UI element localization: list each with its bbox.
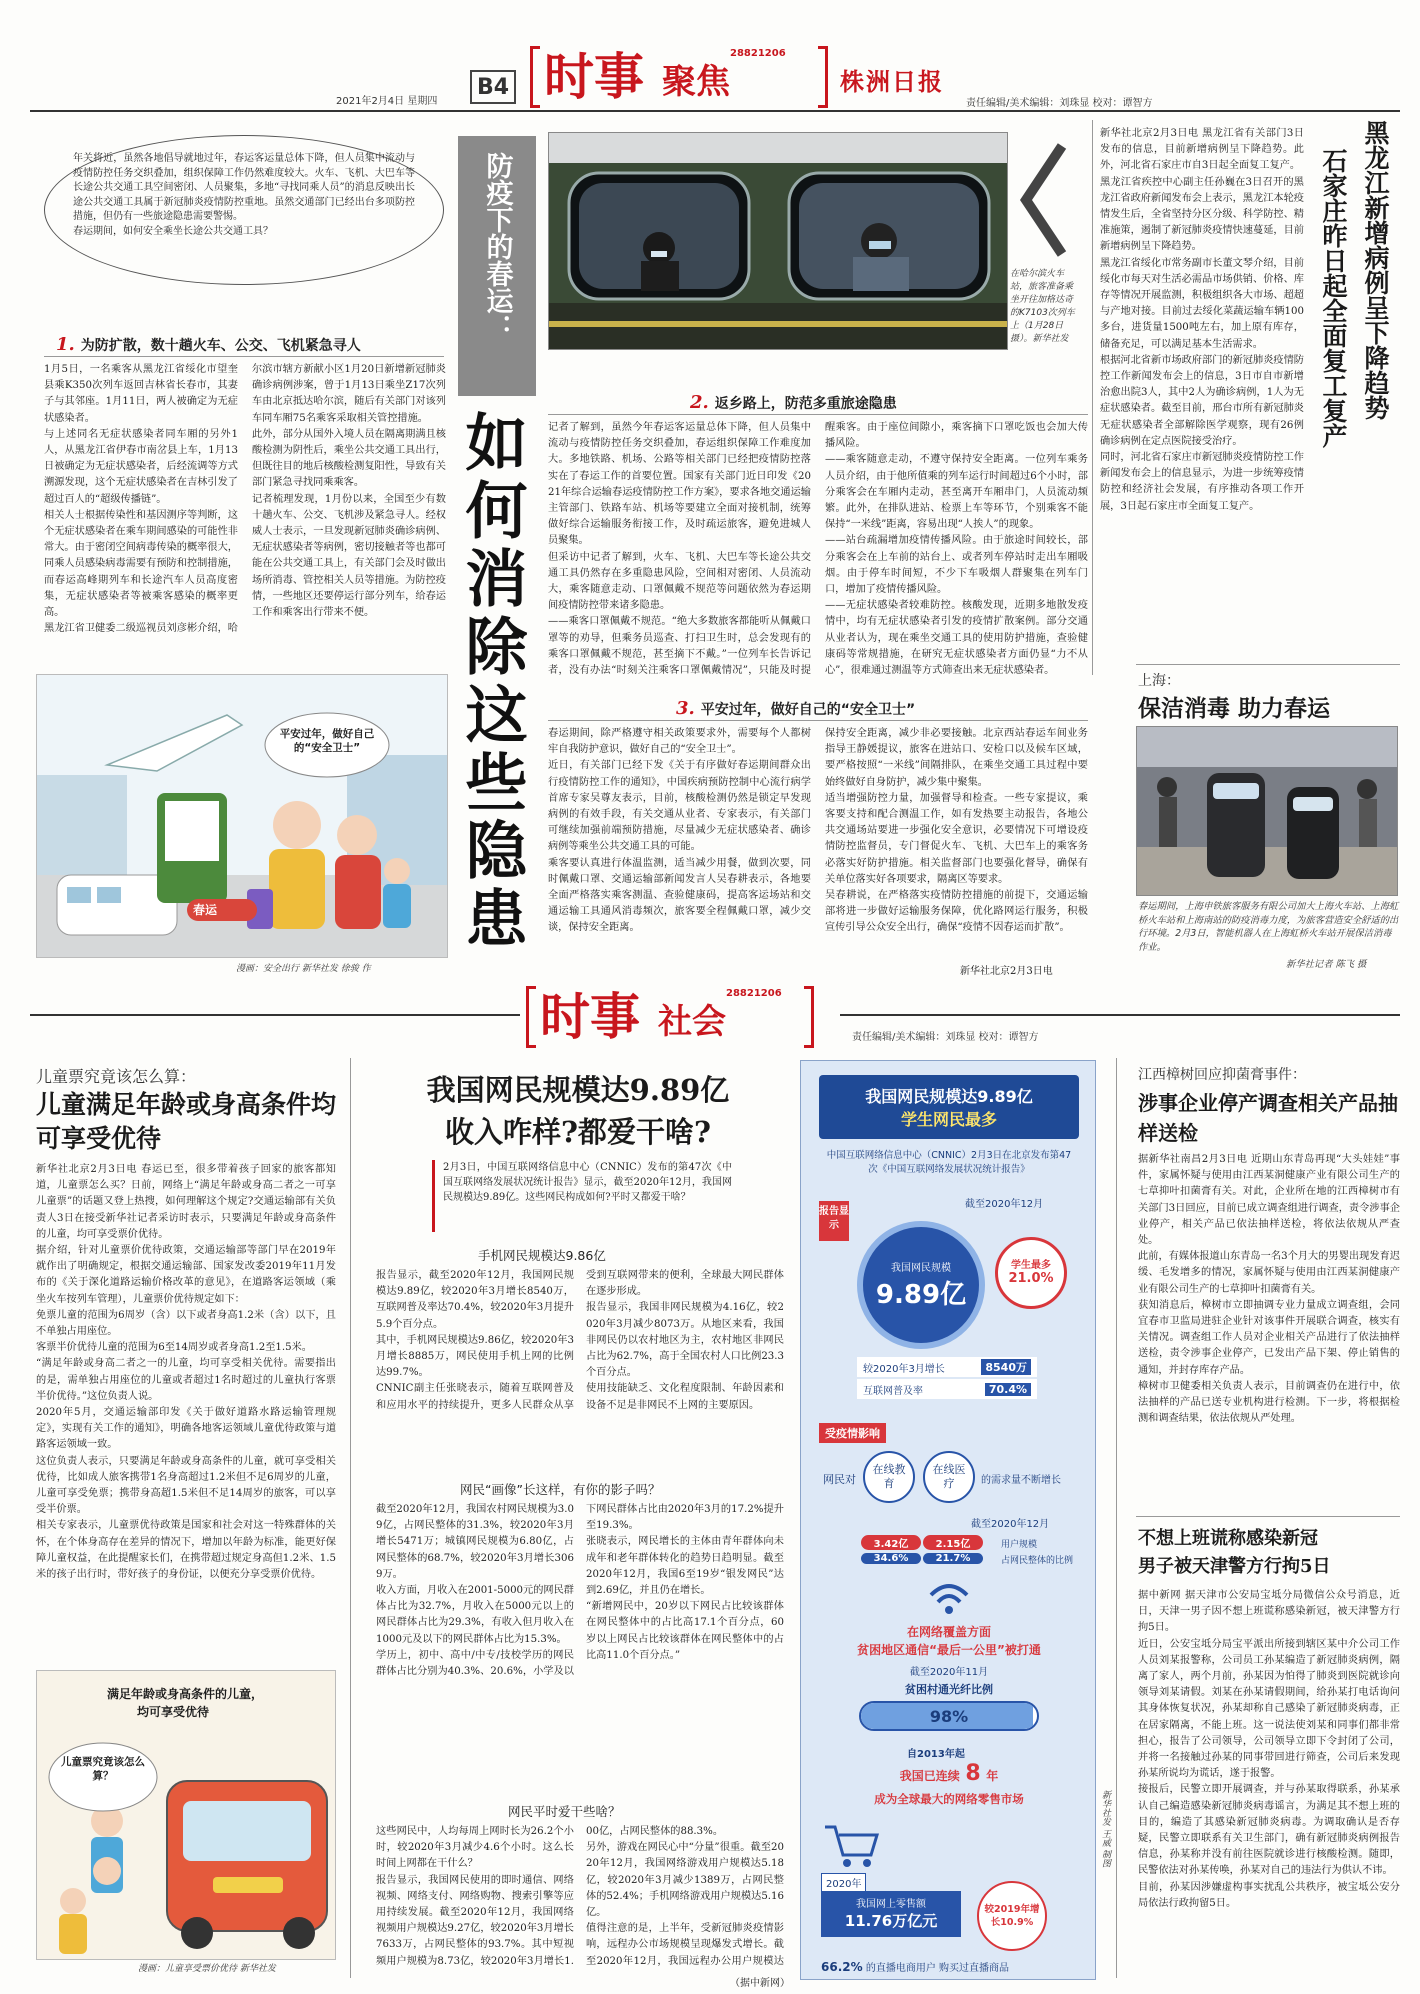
shanghai-rule bbox=[1136, 664, 1400, 665]
info-rank-line-1: 我国已连续 bbox=[899, 1769, 960, 1783]
info-legend-1: 用户规模 bbox=[1001, 1540, 1038, 1550]
netizen-h1: 手机网民规模达9.86亿 bbox=[478, 1248, 606, 1263]
info-credit: 新华社发 王威 制图 bbox=[1100, 1790, 1110, 1868]
feature-title-block bbox=[455, 130, 536, 970]
netizen-intro-box bbox=[432, 1160, 732, 1232]
sec2-title: 返乡路上，防范多重旅途隐患 bbox=[714, 395, 897, 412]
mid-left-bracket bbox=[526, 986, 536, 1048]
kids-body: 新华社北京2月3日电 春运已至，很多带着孩子回家的旅客都知道，儿童票怎么买？日前，网络上“满足年龄或身高二者之一可享儿童票”的话题又登上热搜，如何理解这个规定?交通运输部有关负责人3日在接受新华社记者采访时表示，只要满足年龄或身高条件的儿童，均可享受票价优待。 据介绍，针对儿童票价优待政策，交通运输部等部门早在2019年就作出了明确规定，根据交通运输部、国家发改委2019年11月发布的《关于深化道路运输价格改革的意见》，在道路客运领域（乘坐火车按列车管理），儿童票价优待规定如下： 免票儿童的范围为6周岁（含）以下或者身高1.2米（含）以下，且不单独占用座位。 客票半价优待儿童的范围为6至14周岁或者身高1.2至1.5米。 “满足年龄或身高二者之一的儿童，均可享受相关优待。需要指出的是，需单独占用座位的儿童或者超过1名时超过的儿童执行客票半价优待。”这位负责人说。 2020年5月，交通运输部印发《关于做好道路水路运输管理规定》，实现有关工作的通知》，明确各地客运领域儿童优待政策与道路客运领域一致。 这位负责人表示，只要满足年龄或身高条件的儿童，就可享受相关优待，比如成人旅客携带1名身高超过1.2米但不足6周岁的儿童，儿童可享受免票；携带身高超1.5米但不足14周岁的旅客，可以享受半价票。 相关专家表示，儿童票优待政策是国家和社会对这一特殊群体的关怀，在个体身高存在差异的情况下，增加以年龄为标准，能更好保障儿童权益，在此提醒家长们，在携带超过规定身高但1.2米、1.5米的孩子出行时，带好孩子的身份证，以便充分享受票价优待。 bbox=[36, 1164, 336, 1581]
netizen-p3: 这些网民中，人均每周上网时长为26.2个小时，较2020年3月减少4.6个小时。这么长时间上网都在干什么？ 报告显示，我国网民使用的即时通信、网络视频、网络支付、网络购物、搜索引擎等应用持续发展。截至2020年12月，我国网络视频用户规模达9.27亿，较2020年3月增长7633万，占网民整体的93.7%。其中短视频用户规模为8.73亿，较2020年3月增长1.00亿，占网民整体的88.3%。 另外，游戏在网民心中“分量”很重。截至2020年12月，我国网络游戏用户规模达5.18亿，较2020年3月减少1389万，占网民整体的52.4%；手机网络游戏用户规模达5.16亿。 值得注意的是，上半年，受新冠肺炎疫情影响，远程办公市场规模呈现爆发式增长。截至2020年12月，我国远程办公用户规模达 bbox=[376, 1826, 784, 1967]
info-increase-label: 较2020年3月增长 bbox=[863, 1363, 945, 1375]
info-demand-text: 的需求量不断增长 bbox=[981, 1475, 1061, 1486]
paper-logo: 株洲日报 bbox=[840, 67, 944, 96]
shanghai-credit: 新华社记者 陈飞 摄 bbox=[1286, 959, 1367, 970]
netizen-p2: 截至2020年12月，我国农村网民规模为3.09亿，占网民整体的31.3%，较2020年3月增长5471万；城镇网民规模为6.80亿，占网民整体的68.7%，较2020年3月增长3069万。 收入方面，月收入在2001-5000元的网民群体占比为32.7%，月收入在5000元以上的网民群体占比为29.3%，有收入但月收入在1000元及以下的网民群体占比为15.3%。 学历上，初中、高中/中专/技校学历的网民群体占比分别为40.3%、20.6%，小学及以下网民群体占比由2020年3月的17.2%提升至19.3%。 张晓表示，网民增长的主体由青年群体向未成年和老年群体转化的趋势日趋明显。截至2020年12月，我国6至19岁“银发网民”达到2.69亿，并且仍在增长。 “新增网民中，20岁以下网民占比较该群体在网民整体中的占比高17.1个百分点，60岁以上网民占比较该群体在网民整体中的占比高11.0个百分点。” bbox=[376, 1504, 784, 1678]
robot-illustration bbox=[1137, 727, 1398, 896]
section-subtitle: 聚焦 bbox=[662, 62, 730, 102]
tianjin-rule bbox=[1136, 1516, 1400, 1517]
shanghai-title: 保洁消毒 助力春运 bbox=[1138, 695, 1331, 722]
kids-cartoon-bubble: 儿童票究竟该怎么算？ bbox=[61, 1756, 145, 1782]
info-network-title-1: 在网络覆盖方面 bbox=[906, 1625, 991, 1639]
sec2-body: 记者了解到，虽然今年春运客运量总体下降，但人员集中流动与疫情防控任务交织叠加，春运组织保障工作难度加大。多地铁路、机场、公路等相关部门已经把疫情防控落实在了春运工作的首要位置。国家有关部门近日印发《2021年综合运输春运疫情防控工作方案》，要求各地交通运输主管部门、铁路车站、机场等要建立全面对接机制，统筹做好综合运输服务衔接工作，及时疏运旅客，避免进城人员聚集。 但采访中记者了解到，火车、飞机、大巴车等长途公共交通工具仍然存在多重隐患风险，空间相对密闭、人员流动大，乘客随意走动、口罩佩戴不规范等问题依然为春运期间疫情防控带来诸多隐患。 ——乘客口罩佩戴不规范。“绝大多数旅客都能听从佩戴口罩等的劝导，但乘务员巡查、打扫卫生时，总会发现有的乘客口罩佩戴不规范，甚至摘下不戴。”一位列车长告诉记者，没有办法“时刻关注乘客口罩佩戴情况”，只能及时提醒乘客。由于座位间隙小，乘客摘下口罩吃饭也会加大传播风险。 ——乘客随意走动，不遵守保持安全距离。一位列车乘务人员介绍，由于他所值乘的列车运行时间超过6个小时，部分乘客会在车厢内走动，甚至离开车厢串门，人员流动频繁。此外，在排队进站、检票上车等环节，个别乘客不能保持“一米线”距离，容易出现“人挨人”的现象。 ——站台疏漏增加疫情传播风险。由于旅途时间较长，部分乘客会在上车前的站台上、或者列车停站时走出车厢吸烟。由于停车时间短，不少下车吸烟人群聚集在列车门口，增加了疫情传播风险。 ——无症状感染者较难防控。核酸发现，近期多地散发疫情中，均有无症状感染者引发的疫情扩散案例。部分交通从业者认为，现在乘坐交通工具的使用防护措施，查验健康码等常规措施，在研究无症状感染者方面仍显“力不从心”，很难通过测温等方式筛查出来无症状感染者。 bbox=[548, 422, 1088, 677]
info-student-label: 学生最多 bbox=[1011, 1260, 1051, 1271]
info-med-stats bbox=[923, 1535, 983, 1564]
info-bubble-med-label: 在线医疗 bbox=[932, 1463, 966, 1490]
robot-photo bbox=[1136, 726, 1398, 896]
netizen-title-1: 我国网民规模达9.89亿 bbox=[426, 1073, 730, 1107]
info-bottom-text: 的直播电商用户 购买过直播商品 bbox=[865, 1963, 1010, 1974]
jiangxi-kicker: 江西樟树回应抑菌膏事件： bbox=[1138, 1067, 1306, 1083]
info-year-tag: 2020年 bbox=[821, 1873, 866, 1892]
hlj-title-1: 黑龙江新增病例呈下降趋势 bbox=[1361, 120, 1390, 420]
cartoon-safety-credit: 漫画：安全出行 新华社发 徐骏 作 bbox=[236, 964, 371, 974]
info-penetration-label: 互联网普及率 bbox=[863, 1385, 923, 1397]
mid-section-phone: 28821206 bbox=[726, 988, 782, 999]
info-cart-icon bbox=[821, 1821, 881, 1871]
top-rule bbox=[30, 110, 1400, 112]
sec3-number: 3. bbox=[676, 698, 695, 719]
masthead-editor: 责任编辑/美术编辑：刘珠显 校对：谭智方 bbox=[966, 98, 1153, 109]
info-growth-label: 较2019年增长10.9% bbox=[984, 1904, 1040, 1928]
mid-masthead bbox=[520, 982, 840, 1054]
info-report-tag: 报告显示 bbox=[819, 1201, 849, 1241]
sec1-body: 1月5日，一名乘客从黑龙江省绥化市望奎县乘K350次列车返回吉林省长春市，其妻子与其邻座。1月11日，两人被确定为无症状感染者。 与上述同名无症状感染者同车厢的另外1人，从黑龙江省伊春市南岔县上车，1月13日被确定为无症状感染者，后经流调等方式溯源发现，这个无症状感染者在吉林引发了超过百人的“超级传播链”。 相关人士根据传染性和基因测序等判断，这个无症状感染者在乘车期间感染的可能性非常大。由于密闭空间病毒传染的概率很大，同乘人员感染病毒需要有预防和控制措施，而春运高峰期列车和长途汽车人员高度密集，无症状感染者等被乘客感染的概率更高。 黑龙江省卫健委二级巡视员刘彦彬介绍，哈尔滨市辖方新献小区1月20日新增新冠肺炎确诊病例涉案，曾于1月13日乘坐Z17次列车由北京抵达哈尔滨，随后有关部门对该列车同车厢75名乘客采取相关管控措施。 此外，部分从国外入境人员在隔离期满且核酸检测为阴性后，乘坐公共交通工具出行，但既往目的地后核酸检测复阳性，导致有关部门紧急寻找同乘乘客。 记者梳理发现，1月份以来，全国至少有数十趟火车、公交、飞机涉及紧急寻人。经权威人士表示，一旦发现新冠肺炎确诊病例、无症状感染者等病例，密切接触者等也都可能在公共交通工具上，有关部门会及时做出场所消毒、管控相关人员等措施。为防控疫情，一些地区还要停运行部分列车，给春运工作和乘客出行带来不便。 bbox=[44, 364, 446, 635]
info-retail-box bbox=[821, 1891, 961, 1937]
info-rank-line-3: 成为全球最大的网络零售市场 bbox=[874, 1792, 1024, 1806]
tianjin-body: 据中新网 据天津市公安局宝坻分局微信公众号消息，近日，天津一男子因不想上班谎称感染新冠，被天津警方行拘5日。 近日，公安宝坻分局宝平派出所接到辖区某中介公司工作人员刘某报警称，公司员工孙某编造了新冠肺炎病例，隔离了家人，两个月前，孙某因为怕得了肺炎到医院就诊向领导刘某请假。刘某在孙某请假期间，给孙某打电话询问其身体恢复状况，孙某却称自己感染了新冠肺炎病毒，正在居家隔离，不能上班。这一说法使刘某和同事们都非常担心，报告了公司领导，公司领导立即下令封闭了公司，并将一名接触过孙某的同事带回进行筛查，公司后来发现孙某所说均为谎话，遂于报警。 接报后，民警立即开展调查，并与孙某取得联系，孙某承认自己编造感染新冠肺炎病毒谣言，为满足其不想上班的目的，编造了其感染新冠肺炎病毒。为调取确认是否存疑，民警立即联系有关卫生部门，确有新冠肺炎病例报告信息，孙某称并没有前往医院就诊进行核酸检测。随即，民警依法对孙某传唤，孙某对自己的违法行为供认不讳。 目前，孙某因涉嫌虚构事实扰乱公共秩序，被宝坻公安分局依法行政拘留5日。 bbox=[1138, 1590, 1400, 1909]
train-photo bbox=[548, 132, 1008, 350]
infographic bbox=[800, 1060, 1096, 1980]
info-penetration-value: 70.4% bbox=[985, 1383, 1031, 1396]
info-title-1: 我国网民规模达9.89亿 bbox=[865, 1087, 1033, 1106]
masthead-left-bracket bbox=[530, 46, 540, 108]
train-illustration bbox=[549, 133, 1008, 350]
info-fiber-value: 98% bbox=[929, 1707, 969, 1726]
info-rank-years: 8 bbox=[965, 1761, 981, 1786]
divider-kids bbox=[350, 1058, 351, 1978]
divider-right-bottom bbox=[1116, 1058, 1117, 1978]
info-bottom-pct: 66.2% bbox=[821, 1960, 863, 1974]
top-masthead bbox=[30, 42, 1400, 114]
jiangxi-title: 涉事企业停产调查相关产品抽样送检 bbox=[1138, 1091, 1398, 1145]
info-fiber-label: 贫困村通光纤比例 bbox=[905, 1683, 993, 1696]
info-user-word: 网民对 bbox=[823, 1473, 856, 1486]
kids-cartoon-line1: 满足年龄或身高条件的儿童， bbox=[107, 1687, 264, 1701]
netizen-byline: （据中新网） bbox=[730, 1978, 790, 1989]
cartoon-speech: 平安过年，做好自己的“安全卫士” bbox=[279, 728, 375, 754]
info-growth-circle bbox=[977, 1881, 1047, 1951]
sec3-heading bbox=[676, 698, 915, 719]
hlj-body: 新华社北京2月3日电 黑龙江省有关部门3日发布的信息，目前新增病例呈下降趋势。此外，河北省石家庄市自3日起全面复工复产。 黑龙江省疾控中心副主任孙巍在3日召开的黑龙江省政府新闻发布会上表示，黑龙江本轮疫情发生后，全省坚持分区分级、科学防控、精准施策，遏制了新冠肺炎疫情快速蔓延，目前新增病例呈下降趋势。 黑龙江省绥化市常务副市长董文琴介绍，目前绥化市每天对生活必需品市场供销、价格、库存等情况开展监测，积极组织各大市场、超超与产地对接。目前过去绥化菜蔬运输车辆100多台，进货量1500吨左右，加上原有库存，储备充足，可以满足基本生活需求。 根据河北省新市场政府部门的新冠肺炎疫情防控工作新闻发布会上的信息，3日市自市新增治愈出院3人，其中2人为确诊病例，1人为无症状感染者。截至目前，邢台市所有新冠肺炎无症状感染者全部解除医学观察，现有26例确诊病例在定点医院接受治疗。 同时，河北省石家庄市新冠肺炎疫情防控工作新闻发布会上的信息显示，为进一步统筹疫情防控和经济社会发展，有序推动各项工作开展，3日起石家庄市全面复工复产。 bbox=[1100, 128, 1304, 512]
section-phone: 28821206 bbox=[730, 48, 786, 59]
cartoon-sign: 春运 bbox=[193, 903, 218, 917]
info-edu-share: 34.6% bbox=[861, 1553, 921, 1564]
sec3-body: 春运期间，除严格遵守相关政策要求外，需要每个人都树牢自我防护意识，做好自己的“安全卫士”。 近日，有关部门已经下发《关于有序做好春运期间群众出行疫情防控工作的通知》，中国疾病预防控制中心流行病学首席专家吴尊友表示，目前，核酸检测仍然是锁定早发现病例的有效手段，有关交通从业者、专家表示，有关部门可继续加强前端预防措施，尽量减少无症状感染者、确诊病例等乘坐公共交通工具的可能。 乘客要认真进行体温监测，适当减少用餐，做到次要，同时佩戴口罩、交通运输部新闻发言人吴春耕表示，各地要全面严格落实乘客测温、查验健康码，提高客运场站和交通运输工具通风消毒频次，旅客要全程佩戴口罩，减少交谈，保持安全距离。 保持安全距离，减少非必要接触。北京西站春运车间业务指导王静媛提议，旅客在进站口、安检口以及候车区域，要严格按照“一米线”间隔排队，在乘坐交通工具过程中要始终做好自身防护，减少集中聚集。 适当增强防控力量，加强督导和检查。一些专家提议，乘客要支持和配合测温工作，如有发热要主动报告，各地公共交通场站要进一步强化安全意识，必要情况下可增设疫情防控监督员，专门督促火车、飞机、大巴车上的乘客务必落实好防护措施。相关监督部门也要强化督导，确保有关单位落实好各项要求，隔离区等要求。 吴春耕说，在严格落实疫情防控措施的前提下，交通运输部将进一步做好运输服务保障，优化路网运行服务，积极宣传引导公众安全出行，确保“疫情不因春运而扩散”。 bbox=[548, 728, 1088, 934]
netizen-intro: 2月3日，中国互联网络信息中心（CNNIC）发布的第47次《中国互联网络发展状况统计报告》显示，截至2020年12月，我国网民规模达9.89亿。这些网民构成如何?平时又都爱干啥？ bbox=[443, 1162, 732, 1203]
section-title: 时事 bbox=[544, 48, 644, 106]
tianjin-title-1: 不想上班谎称感染新冠 bbox=[1138, 1528, 1318, 1549]
info-student-circle bbox=[995, 1237, 1067, 1309]
info-as-of-2: 截至2020年12月 bbox=[971, 1519, 1050, 1530]
info-bubble-med bbox=[923, 1451, 975, 1503]
sec2-rule bbox=[548, 414, 1088, 415]
info-as-of-1: 截至2020年12月 bbox=[965, 1199, 1044, 1210]
info-med-users: 2.15亿 bbox=[923, 1535, 983, 1550]
info-network-title-2: 贫困地区通信“最后一公里”被打通 bbox=[857, 1643, 1041, 1657]
info-edu-users: 3.42亿 bbox=[861, 1535, 921, 1550]
sec1-heading bbox=[56, 334, 361, 355]
info-legend-2: 占网民整体的比例 bbox=[1001, 1556, 1074, 1566]
info-title-2: 学生网民最多 bbox=[900, 1110, 997, 1129]
info-retail-label: 我国网上零售额 bbox=[856, 1899, 926, 1910]
netizen-h2: 网民“画像”长这样，有你的影子吗？ bbox=[460, 1482, 661, 1497]
masthead-right-bracket bbox=[818, 46, 828, 108]
hlj-title-2: 石家庄昨日起全面复工复产 bbox=[1319, 148, 1348, 448]
sec1-title: 为防扩散，数十趟火车、公交、飞机紧急寻人 bbox=[80, 337, 361, 354]
info-increase-row bbox=[857, 1357, 1037, 1377]
info-wifi-icon bbox=[927, 1581, 971, 1617]
netizen-h3: 网民平时爱干些啥？ bbox=[508, 1804, 621, 1819]
divider-right-top bbox=[1092, 120, 1093, 675]
info-source: 中国互联网络信息中心（CNNIC）2月3日在北京发布第47次《中国互联网络发展状况统计报告》 bbox=[826, 1150, 1072, 1175]
kids-cartoon bbox=[36, 1670, 336, 1960]
feature-byline: 新华社北京2月3日电 bbox=[960, 966, 1053, 977]
info-rank-line-2: 年 bbox=[986, 1769, 999, 1783]
info-big-value: 9.89亿 bbox=[875, 1280, 967, 1310]
netizen-title-2: 收入咋样?都爱干啥? bbox=[445, 1115, 711, 1149]
info-bubble-edu-label: 在线教育 bbox=[872, 1463, 906, 1490]
sec1-number: 1. bbox=[56, 334, 75, 355]
shanghai-kicker: 上海： bbox=[1138, 673, 1180, 689]
masthead-date: 2021年2月4日 星期四 bbox=[336, 96, 438, 107]
mid-section-title: 时事 bbox=[540, 988, 640, 1046]
kids-kicker: 儿童票究竟该怎么算： bbox=[36, 1067, 197, 1086]
sec2-number: 2. bbox=[690, 392, 709, 413]
shanghai-caption: 春运期间，上海申铁旅客服务有限公司加大上海火车站、上海虹桥火车站和上海南站的防疫消毒力度，为旅客营造安全舒适的出行环境。2月3日，智能机器人在上海虹桥火车站开展保洁消毒作业。 bbox=[1138, 901, 1399, 953]
info-header bbox=[819, 1075, 1079, 1139]
info-as-of-3: 截至2020年11月 bbox=[909, 1667, 989, 1678]
cartoon-safety-illustration bbox=[37, 675, 448, 958]
mid-section-subtitle: 社会 bbox=[658, 1002, 726, 1042]
kids-cartoon-credit: 漫画：儿童享受票价优待 新华社发 bbox=[138, 1964, 276, 1974]
jiangxi-body: 据新华社南昌2月3日电 近期山东青岛再现“大头娃娃”事件，家属怀疑与使用由江西某洞健康产业有限公司生产的七草抑叶扣菌膏有关。对此，企业所在地的江西樟树市有关部门3日回应，目前已成立调查组进行调查，责令涉事企业停产，相关产品已依法抽样送检，将依法依规从严查处。 此前，有媒体报道山东青岛一名3个月大的男婴出现发育迟缓、毛发增多的情况，家属怀疑与使用由江西某洞健康产业有限公司生产的七草抑叶扣菌膏有关。 获知消息后，樟树市立即抽调专业力量成立调查组，会同宜春市卫监局进驻企业针对该事件开展联合调查，核实有关情况。调查组工作人员对企业相关产品进行了依法抽样送检，责令涉事企业停产，已发出产品下架、停止销售的通知，并封存库存产品。 樟树市卫健委相关负责人表示，目前调查仍在进行中，依法抽样的产品已送专业机构进行检测。下一步，将根据检测和调查结果，依法依规从严处理。 bbox=[1138, 1154, 1400, 1425]
sec3-title: 平安过年，做好自己的“安全卫士” bbox=[700, 701, 916, 718]
intro-text: 年关将近，虽然各地倡导就地过年，春运客运量总体下降，但人员集中流动与疫情防控任务交织叠加，组织保障工作仍然难度较大。火车、飞机、大巴车等长途公共交通工具空间密闭、人员聚集，多地“寻找同乘人员”的消息反映出长途公共交通工具属于新冠肺炎疫情防控重地。虽然交通部门已经出台多项防控措施，但仍有一些旅途隐患需要警惕。 春运期间，如何安全乘坐长途公共交通工具？ bbox=[73, 153, 415, 237]
info-edu-stats bbox=[861, 1535, 921, 1564]
train-photo-caption: 在哈尔滨火车站，旅客准备乘坐开往加格达奇的K7103次列车上（1月28日摄）。新华社发 bbox=[1010, 269, 1075, 344]
info-big-circle bbox=[857, 1221, 985, 1349]
info-impact-tag: 受疫情影响 bbox=[819, 1423, 886, 1443]
mid-editor: 责任编辑/美术编辑：刘珠显 校对：谭智方 bbox=[852, 1032, 1039, 1043]
info-bottom-row bbox=[821, 1959, 1081, 1974]
sec1-rule bbox=[44, 356, 444, 357]
info-since-label: 自2013年起 bbox=[907, 1749, 965, 1760]
kids-title: 儿童满足年龄或身高条件均可享受优待 bbox=[36, 1090, 337, 1153]
feature-kicker-box: 防疫下的春运： bbox=[458, 136, 536, 396]
kids-cartoon-line2: 均可享受优待 bbox=[137, 1705, 210, 1719]
info-rank-line bbox=[801, 1761, 1096, 1786]
info-big-label: 我国网民规模 bbox=[891, 1263, 951, 1274]
info-med-share: 21.7% bbox=[923, 1553, 983, 1564]
sec2-heading bbox=[690, 392, 897, 413]
intro-oval bbox=[44, 135, 444, 285]
info-increase-value: 8540万 bbox=[981, 1359, 1031, 1375]
train-photo-chevron-icon bbox=[1018, 140, 1068, 260]
netizen-p1: 报告显示，截至2020年12月，我国网民规模达9.89亿，较2020年3月增长8540万，互联网普及率达70.4%，较2020年3月提升5.9个百分点。 其中，手机网民规模达9.86亿，较2020年3月增长8885万，网民使用手机上网的比例达99.7%。 CNNIC副主任张晓表示，随着互联网普及和应用水平的持续提升，更多人民群众从享受到互联网带来的便利，全球最大网民群体在逐步形成。 报告显示，我国非网民规模为4.16亿，较2020年3月减少8073万。从地区来看，我国非网民仍以农村地区为主，农村地区非网民占比为62.7%，高于全国农村人口比例23.3个百分点。 使用技能缺乏、文化程度限制、年龄因素和设备不足是非网民不上网的主要原因。 bbox=[376, 1270, 784, 1411]
info-penetration-row bbox=[857, 1379, 1037, 1399]
info-bubble-edu bbox=[863, 1451, 915, 1503]
feature-title: 如何消除这些隐患 bbox=[455, 410, 528, 954]
cartoon-safety bbox=[36, 674, 448, 958]
page-number-box: B4 bbox=[470, 70, 516, 104]
sec3-rule bbox=[548, 720, 1088, 721]
info-retail-value: 11.76万亿元 bbox=[844, 1912, 938, 1930]
mid-right-bracket bbox=[804, 986, 814, 1048]
info-fiber-bar bbox=[859, 1701, 1039, 1731]
info-student-value: 21.0% bbox=[1008, 1271, 1054, 1286]
tianjin-title-2: 男子被天津警方行拘5日 bbox=[1138, 1556, 1331, 1577]
